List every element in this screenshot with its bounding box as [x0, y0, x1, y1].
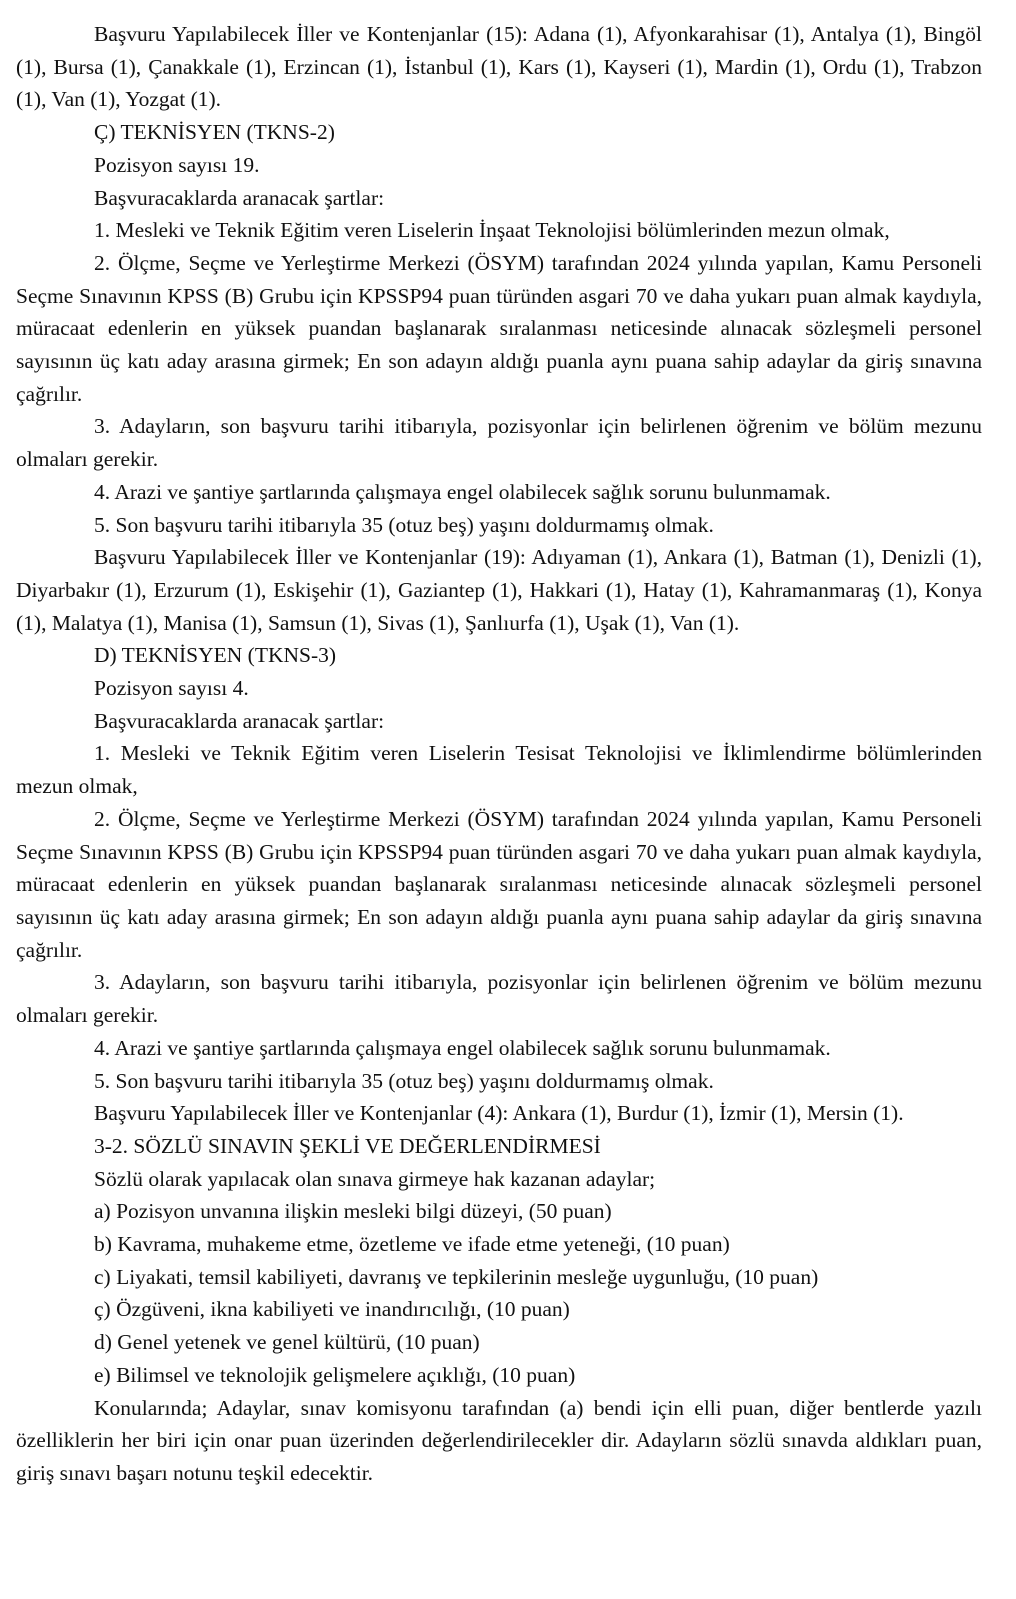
requirements-intro: Başvuracaklarda aranacak şartlar:	[94, 185, 385, 210]
requirements-intro: Başvuracaklarda aranacak şartlar:	[94, 708, 385, 733]
scoring-item: d) Genel yetenek ve genel kültürü, (10 puan)	[94, 1330, 480, 1355]
scoring-item: c) Liyakati, temsil kabiliyeti, davranış ve tepkilerinin mesleğe uygunluğu, (10 puan)	[94, 1264, 819, 1289]
oral-exam-intro: Sözlü olarak yapılacak olan sınava girmeye hak kazanan adaylar;	[94, 1166, 656, 1191]
scoring-item: a) Pozisyon unvanına ilişkin mesleki bilgi düzeyi, (50 puan)	[94, 1199, 612, 1224]
requirement-item: 3. Adayların, son başvuru tarihi itibarıyla, pozisyonlar için belirlenen öğrenim ve bölüm mezunu olmaları gerekir.	[16, 414, 982, 472]
requirement-item: 2. Ölçme, Seçme ve Yerleştirme Merkezi (ÖSYM) tarafından 2024 yılında yapılan, Kamu Personeli Seçme Sınavının KPSS (B) Grubu için KPSSP94 puan türünden asgari 70 ve daha yukarı puan almak kaydıyla, müracaat edenlerin en yüksek puandan başlanarak sıralanması neticesinde alınacak sözleşmeli personel sayısının üç katı aday arasına girmek; En son adayın aldığı puanla aynı puana sahip adaylar da giriş sınavına çağrılır.	[16, 806, 982, 962]
requirement-item: 5. Son başvuru tarihi itibarıyla 35 (otuz beş) yaşını doldurmamış olmak.	[94, 1068, 714, 1093]
position-count: Pozisyon sayısı 4.	[94, 676, 249, 701]
section-heading: Ç) TEKNİSYEN (TKNS-2)	[94, 120, 335, 145]
provinces-paragraph: Başvuru Yapılabilecek İller ve Kontenjanlar (4): Ankara (1), Burdur (1), İzmir (1), Mersin (1).	[94, 1101, 904, 1126]
requirement-item: 1. Mesleki ve Teknik Eğitim veren Liselerin Tesisat Teknolojisi ve İklimlendirme bölümlerinden mezun olmak,	[16, 741, 982, 799]
requirement-item: 3. Adayların, son başvuru tarihi itibarıyla, pozisyonlar için belirlenen öğrenim ve bölüm mezunu olmaları gerekir.	[16, 970, 982, 1028]
provinces-paragraph: Başvuru Yapılabilecek İller ve Kontenjanlar (19): Adıyaman (1), Ankara (1), Batman (1), Denizli (1), Diyarbakır (1), Erzurum (1), Eskişehir (1), Gaziantep (1), Hakkari (1), Hatay (1), Kahramanmaraş (1), Konya (1), Malatya (1), Manisa (1), Samsun (1), Sivas (1), Şanlıurfa (1), Uşak (1), Van (1).	[16, 545, 982, 635]
requirement-item: 4. Arazi ve şantiye şartlarında çalışmaya engel olabilecek sağlık sorunu bulunmamak.	[94, 479, 831, 504]
scoring-item: ç) Özgüveni, ikna kabiliyeti ve inandırıcılığı, (10 puan)	[94, 1297, 570, 1322]
section-heading: D) TEKNİSYEN (TKNS-3)	[94, 643, 337, 668]
scoring-item: e) Bilimsel ve teknolojik gelişmelere açıklığı, (10 puan)	[94, 1362, 576, 1387]
requirement-item: 4. Arazi ve şantiye şartlarında çalışmaya engel olabilecek sağlık sorunu bulunmamak.	[94, 1035, 831, 1060]
requirement-item: 5. Son başvuru tarihi itibarıyla 35 (otuz beş) yaşını doldurmamış olmak.	[94, 512, 714, 537]
provinces-paragraph: Başvuru Yapılabilecek İller ve Kontenjanlar (15): Adana (1), Afyonkarahisar (1), Antalya (1), Bingöl (1), Bursa (1), Çanakkale (1), Erzincan (1), İstanbul (1), Kars (1), Kayseri (1), Mardin (1), Ordu (1), Trabzon (1), Van (1), Yozgat (1).	[16, 22, 982, 112]
closing-paragraph: Konularında; Adaylar, sınav komisyonu tarafından (a) bendi için elli puan, diğer bentlerde yazılı özelliklerin her biri için onar puan üzerinden değerlendirilecekler dir. Adayların sözlü sınavda aldıkları puan, giriş sınavı başarı notunu teşkil edecektir.	[16, 1395, 982, 1485]
position-count: Pozisyon sayısı 19.	[94, 152, 260, 177]
requirement-item: 2. Ölçme, Seçme ve Yerleştirme Merkezi (ÖSYM) tarafından 2024 yılında yapılan, Kamu Personeli Seçme Sınavının KPSS (B) Grubu için KPSSP94 puan türünden asgari 70 ve daha yukarı puan almak kaydıyla, müracaat edenlerin en yüksek puandan başlanarak sıralanması neticesinde alınacak sözleşmeli personel sayısının üç katı aday arasına girmek; En son adayın aldığı puanla aynı puana sahip adaylar da giriş sınavına çağrılır.	[16, 250, 982, 406]
requirement-item: 1. Mesleki ve Teknik Eğitim veren Liselerin İnşaat Teknolojisi bölümlerinden mezun olmak,	[94, 218, 890, 243]
scoring-item: b) Kavrama, muhakeme etme, özetleme ve ifade etme yeteneği, (10 puan)	[94, 1232, 730, 1257]
section-heading: 3-2. SÖZLÜ SINAVIN ŞEKLİ VE DEĞERLENDİRMESİ	[94, 1133, 601, 1158]
